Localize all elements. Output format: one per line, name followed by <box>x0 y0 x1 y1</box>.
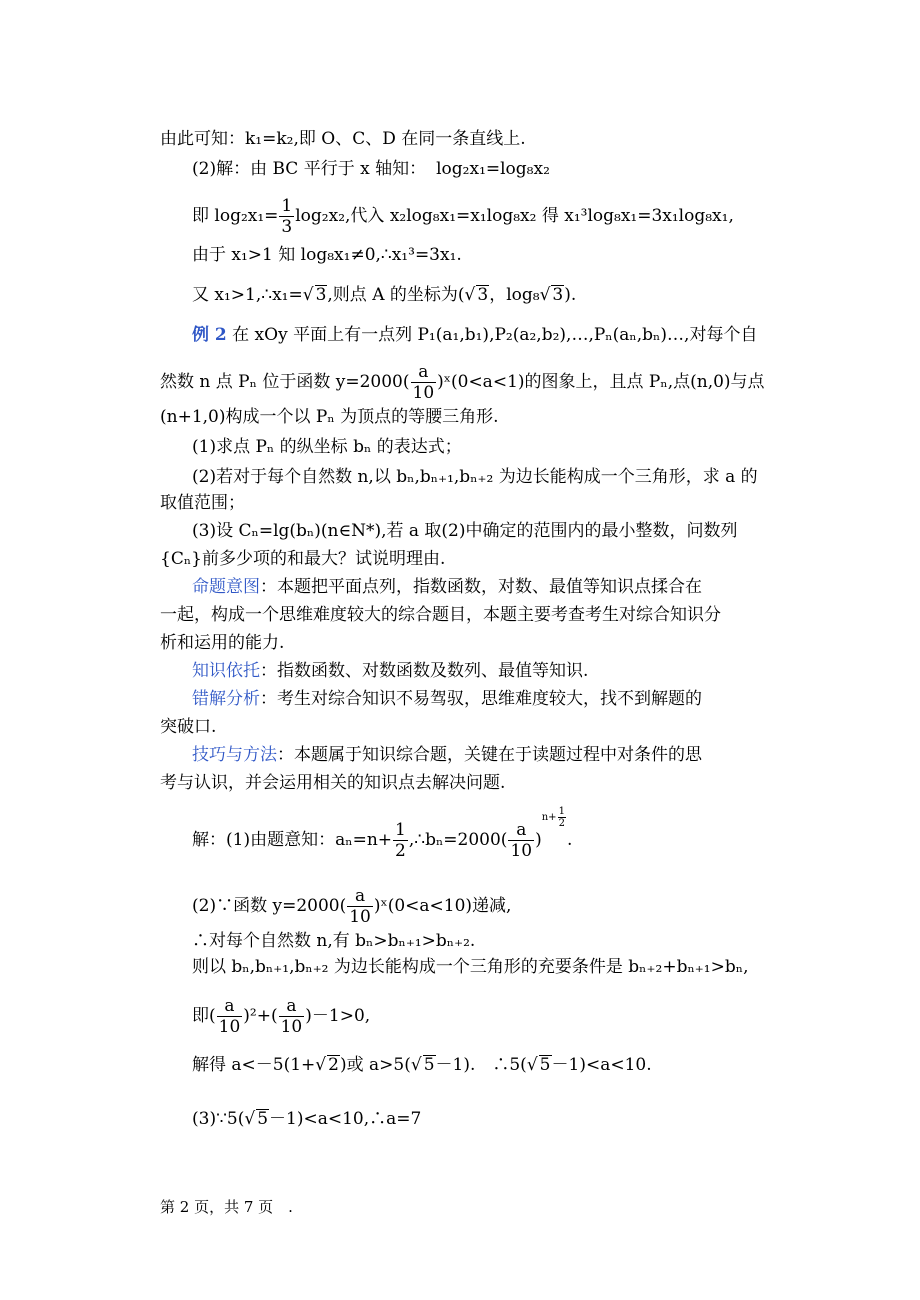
solution-line-7: (3)∵5(√ 5－1)<a<10,∴a=7 <box>192 1109 422 1129</box>
question-3: (3)设 Cₙ=lg(bₙ)(n∈N*),若 a 取(2)中确定的范围内的最小整数，问数列 <box>192 521 738 541</box>
intent-line: 命题意图：本题把平面点列，指数函数，对数、最值等知识点揉合在 <box>192 577 702 597</box>
fraction: $\frac{1}{3}$ <box>281 196 293 237</box>
solution-line-2: (2)∵函数 y=2000( $\frac{a}{10}$ )ˣ(0<a<10)递减, <box>192 886 512 927</box>
method-line: 技巧与方法：本题属于知识综合题，关键在于读题过程中对条件的思 <box>192 745 702 765</box>
text-line: 由此可知：k₁=k₂,即 O、C、D 在同一条直线上. <box>160 129 526 149</box>
solution-line-5: 即( $\frac{a}{10}$ )²+( $\frac{a}{10}$ )－1>0, <box>192 996 371 1037</box>
solution-line-6: 解得 a<－5(1+√ 2)或 a>5(√ 5－1). ∴5(√ 5－1)<a<10. <box>192 1055 652 1075</box>
question-2: (2)若对于每个自然数 n,以 bₙ,bₙ₊₁,bₙ₊₂ 为边长能构成一个三角形，求 a 的 <box>192 467 758 487</box>
basis-line: 知识依托：指数函数、对数函数及数列、最值等知识. <box>192 661 589 681</box>
solution-line-3: ∴对每个自然数 n,有 bₙ>bₙ₊₁>bₙ₊₂. <box>192 931 476 951</box>
text-line: 由于 x₁>1 知 log₈x₁≠0,∴x₁³=3x₁. <box>192 245 462 265</box>
fraction: $\frac{a}{10}$ <box>510 820 533 861</box>
text-line: 突破口. <box>160 717 217 737</box>
text-line: (2)解：由 BC 平行于 x 轴知： log₂x₁=log₈x₂ <box>192 159 550 179</box>
solution-line-4: 则以 bₙ,bₙ₊₁,bₙ₊₂ 为边长能构成一个三角形的充要条件是 bₙ₊₂+bₙ₊₁>bₙ, <box>192 957 749 977</box>
text-line: 一起，构成一个思维难度较大的综合题目，本题主要考查考生对综合知识分 <box>160 605 721 625</box>
text-line: 又 x₁>1,∴x₁=√ 3,则点 A 的坐标为(√ 3，log₈√ 3). <box>192 285 577 305</box>
fraction: $\frac{a}{10}$ <box>218 996 241 1037</box>
solution-line-1: 解：(1)由题意知：aₙ=n+ $\frac{1}{2}$ ,∴bₙ=2000( $\frac{a}{10}$ )n+ $\frac{1}{2}$ . <box>192 806 573 861</box>
text-line: (n+1,0)构成一个以 Pₙ 为顶点的等腰三角形. <box>160 407 499 427</box>
error-label: 错解分析 <box>192 689 260 709</box>
fraction: $\frac{a}{10}$ <box>280 996 303 1037</box>
page-footer: 第 2 页，共 7 页 . <box>160 1198 293 1216</box>
text-line: 然数 n 点 Pₙ 位于函数 y=2000( $\frac{a}{10}$ )ˣ(0<a<1)的图象上，且点 Pₙ,点(n,0)与点 <box>160 362 765 403</box>
text-line: 即 log₂x₁= $\frac{1}{3}$ log₂x₂,代入 x₂log₈x₁=x₁log₈x₂ 得 x₁³log₈x₁=3x₁log₈x₁, <box>192 196 734 237</box>
error-line: 错解分析：考生对综合知识不易驾驭，思维难度较大，找不到解题的 <box>192 689 702 709</box>
text-line: 取值范围； <box>160 493 245 513</box>
fraction: $\frac{1}{2}$ <box>395 820 406 861</box>
method-label: 技巧与方法 <box>192 745 277 765</box>
fraction: $\frac{a}{10}$ <box>349 886 371 927</box>
example-heading: 例 2 在 xOy 平面上有一点列 P₁(a₁,b₁),P₂(a₂,b₂),…,Pₙ(aₙ,bₙ)…,对每个自 <box>192 325 758 345</box>
example-label: 例 2 <box>192 325 227 345</box>
text-line: {Cₙ}前多少项的和最大？试说明理由. <box>160 549 446 569</box>
intent-label: 命题意图 <box>192 577 260 597</box>
text-line: 析和运用的能力. <box>160 633 285 653</box>
basis-label: 知识依托 <box>192 661 260 681</box>
fraction: $\frac{a}{10}$ <box>412 362 435 403</box>
exponent: n+ $\frac{1}{2}$ <box>541 806 565 829</box>
question-1: (1)求点 Pₙ 的纵坐标 bₙ 的表达式； <box>192 437 462 457</box>
text-line: 考与认识，并会运用相关的知识点去解决问题. <box>160 773 506 793</box>
